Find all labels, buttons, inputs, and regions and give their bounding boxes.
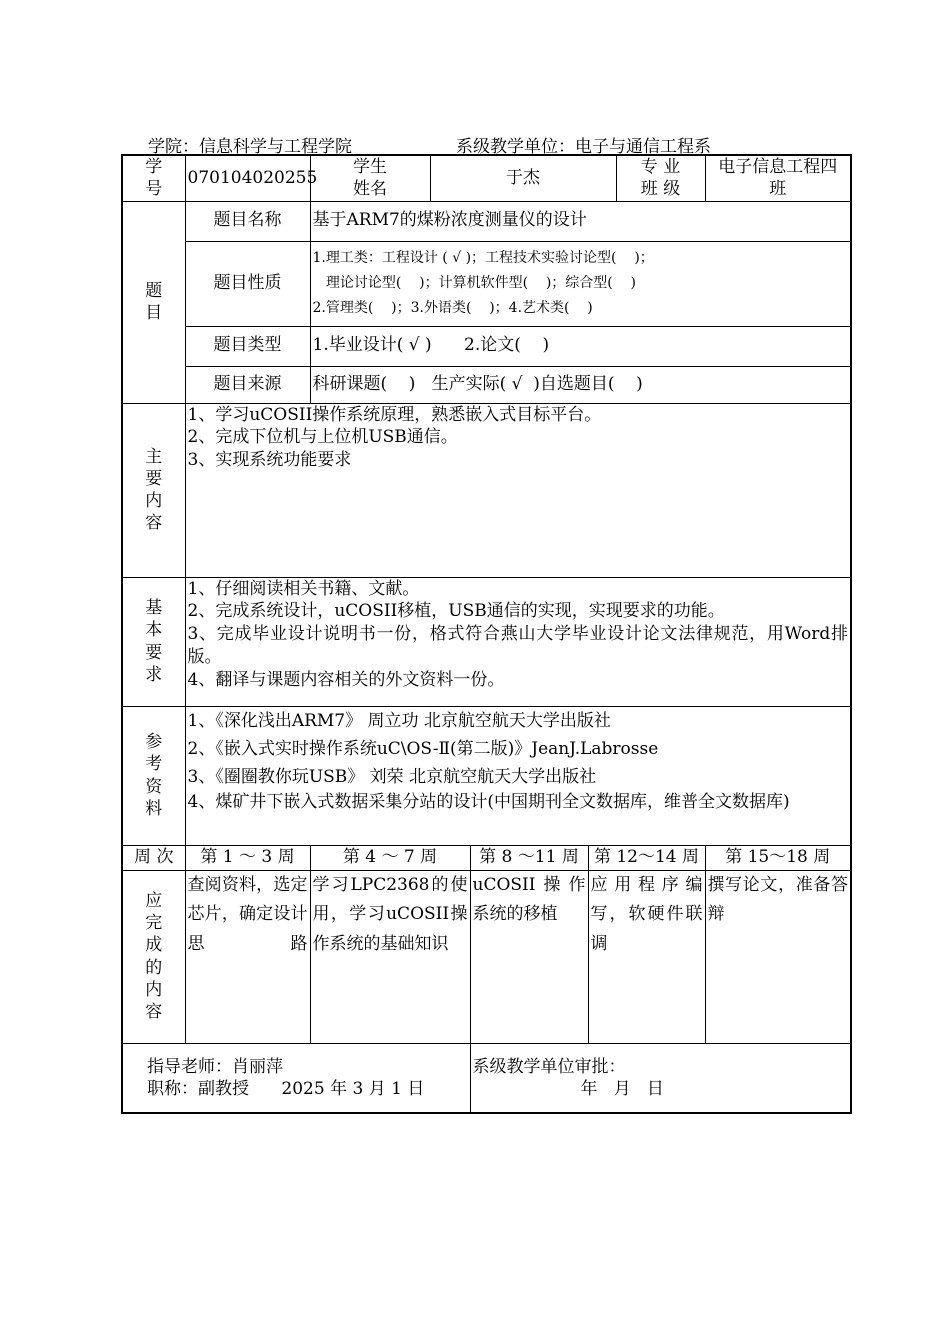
- schedule-week-row: [122, 845, 851, 870]
- advisor-name: 指导老师：肖丽萍: [147, 1056, 283, 1077]
- signature-row: [122, 1043, 851, 1113]
- main-content-list: [185, 403, 851, 577]
- requirement-item: 2、完成系统设计，uCOSII移植，USB通信的实现，实现要求的功能。: [187, 601, 725, 622]
- requirement-item: 1、仔细阅读相关书籍、文献。: [187, 578, 420, 599]
- reference-item: 1、《深化浅出ARM7》 周立功 北京航空航天大学出版社: [187, 710, 611, 731]
- student-id-value: 070104020255: [185, 155, 310, 201]
- dept-name: 电子与通信工程系: [575, 137, 711, 157]
- task-cell: uCOSII操作系统的移植: [470, 870, 588, 1043]
- references-label: 参 考 资 料: [122, 706, 185, 845]
- main-content-item: 3、实现系统功能要求: [187, 450, 352, 471]
- references-row: [122, 706, 851, 845]
- references-list: [185, 706, 851, 845]
- requirement-item: 4、翻译与课题内容相关的外文资料一份。: [187, 670, 505, 691]
- main-content-row: [122, 403, 851, 577]
- topic-type-label: 题目类型: [185, 326, 310, 366]
- topic-source-row: [122, 366, 851, 403]
- week-cell: 第 8 ～11 周: [470, 845, 588, 870]
- schedule-task-row: [122, 870, 851, 1043]
- reference-item: 4、煤矿井下嵌入式数据采集分站的设计(中国期刊全文数据库，维普全文数据库): [187, 791, 790, 812]
- week-cell: 第 1 ～ 3 周: [185, 845, 310, 870]
- advisor-title-date: 职称：副教授 2025 年 3 月 1 日: [147, 1078, 425, 1099]
- week-cell: 第 4 ～ 7 周: [310, 845, 470, 870]
- student-name-label: 学生 姓名: [310, 155, 430, 201]
- week-cell: 第 15～18 周: [705, 845, 851, 870]
- week-label: 周 次: [122, 845, 185, 870]
- approval-date: 年 月 日: [580, 1078, 664, 1099]
- topic-type-value: 1.毕业设计( √ ) 2.论文( ): [310, 326, 851, 366]
- topic-nature-row: [122, 241, 851, 326]
- task-cell: 查阅资料，选定芯片，确定设计思路: [185, 870, 310, 1043]
- topic-source-label: 题目来源: [185, 366, 310, 403]
- dept-label: 系级教学单位：: [456, 137, 575, 157]
- main-content-item: 1、学习uCOSII操作系统原理，熟悉嵌入式目标平台。: [187, 404, 602, 425]
- topic-source-value: 科研课题( ) 生产实际( √ )自选题目( ): [310, 366, 851, 403]
- week-cell: 第 12～14 周: [588, 845, 705, 870]
- reference-item: 3、《圈圈教你玩USB》 刘荣 北京航空航天大学出版社: [187, 766, 597, 787]
- reference-item: 2、《嵌入式实时操作系统uC\OS-Ⅱ(第二版)》JeanJ.Labrosse: [187, 738, 659, 759]
- requirement-item: 3、完成毕业设计说明书一份，格式符合燕山大学毕业设计论文法律规范，用Word排版。: [187, 624, 848, 668]
- college-label: 学院：: [148, 137, 199, 157]
- student-info-row: [122, 155, 851, 201]
- topic-name-row: [122, 201, 851, 241]
- class-value: 电子信息工程四 班: [705, 155, 851, 201]
- student-name-value: 于杰: [430, 155, 616, 201]
- college-name: 信息科学与工程学院: [199, 137, 352, 157]
- advisor-cell: [122, 1043, 470, 1113]
- class-label: 专 业 班 级: [616, 155, 705, 201]
- topic-name-label: 题目名称: [185, 201, 310, 241]
- topic-type-row: [122, 326, 851, 366]
- topic-nature-label: 题目性质: [185, 241, 310, 326]
- task-cell: 学习LPC2368的使用，学习uCOSII操作系统的基础知识: [310, 870, 470, 1043]
- requirements-label: 基 本 要 求: [122, 577, 185, 706]
- task-cell: 应用程序编写，软硬件联调: [588, 870, 705, 1043]
- requirements-row: [122, 577, 851, 706]
- main-content-label: 主 要 内 容: [122, 403, 185, 577]
- topic-nature-value: 1.理工类：工程设计 ( √ )；工程技术实验讨论型( )； 理论讨论型( )；计算机软件型( )；综合型( ) 2.管理类( )；3.外语类( )；4.艺术类( ): [310, 241, 851, 326]
- requirements-list: [185, 577, 851, 706]
- schedule-content-label: 应 完 成 的 内 容: [122, 870, 185, 1043]
- approval-label: 系级教学单位审批：: [472, 1056, 626, 1077]
- task-form-table: [121, 154, 852, 1114]
- topic-section-label: 题 目: [122, 201, 185, 403]
- task-cell: 撰写论文，准备答辩: [705, 870, 851, 1043]
- main-content-item: 2、完成下位机与上位机USB通信。: [187, 427, 458, 448]
- approval-cell: [470, 1043, 851, 1113]
- topic-name-value: 基于ARM7的煤粉浓度测量仪的设计: [310, 201, 851, 241]
- student-id-label: 学 号: [122, 155, 185, 201]
